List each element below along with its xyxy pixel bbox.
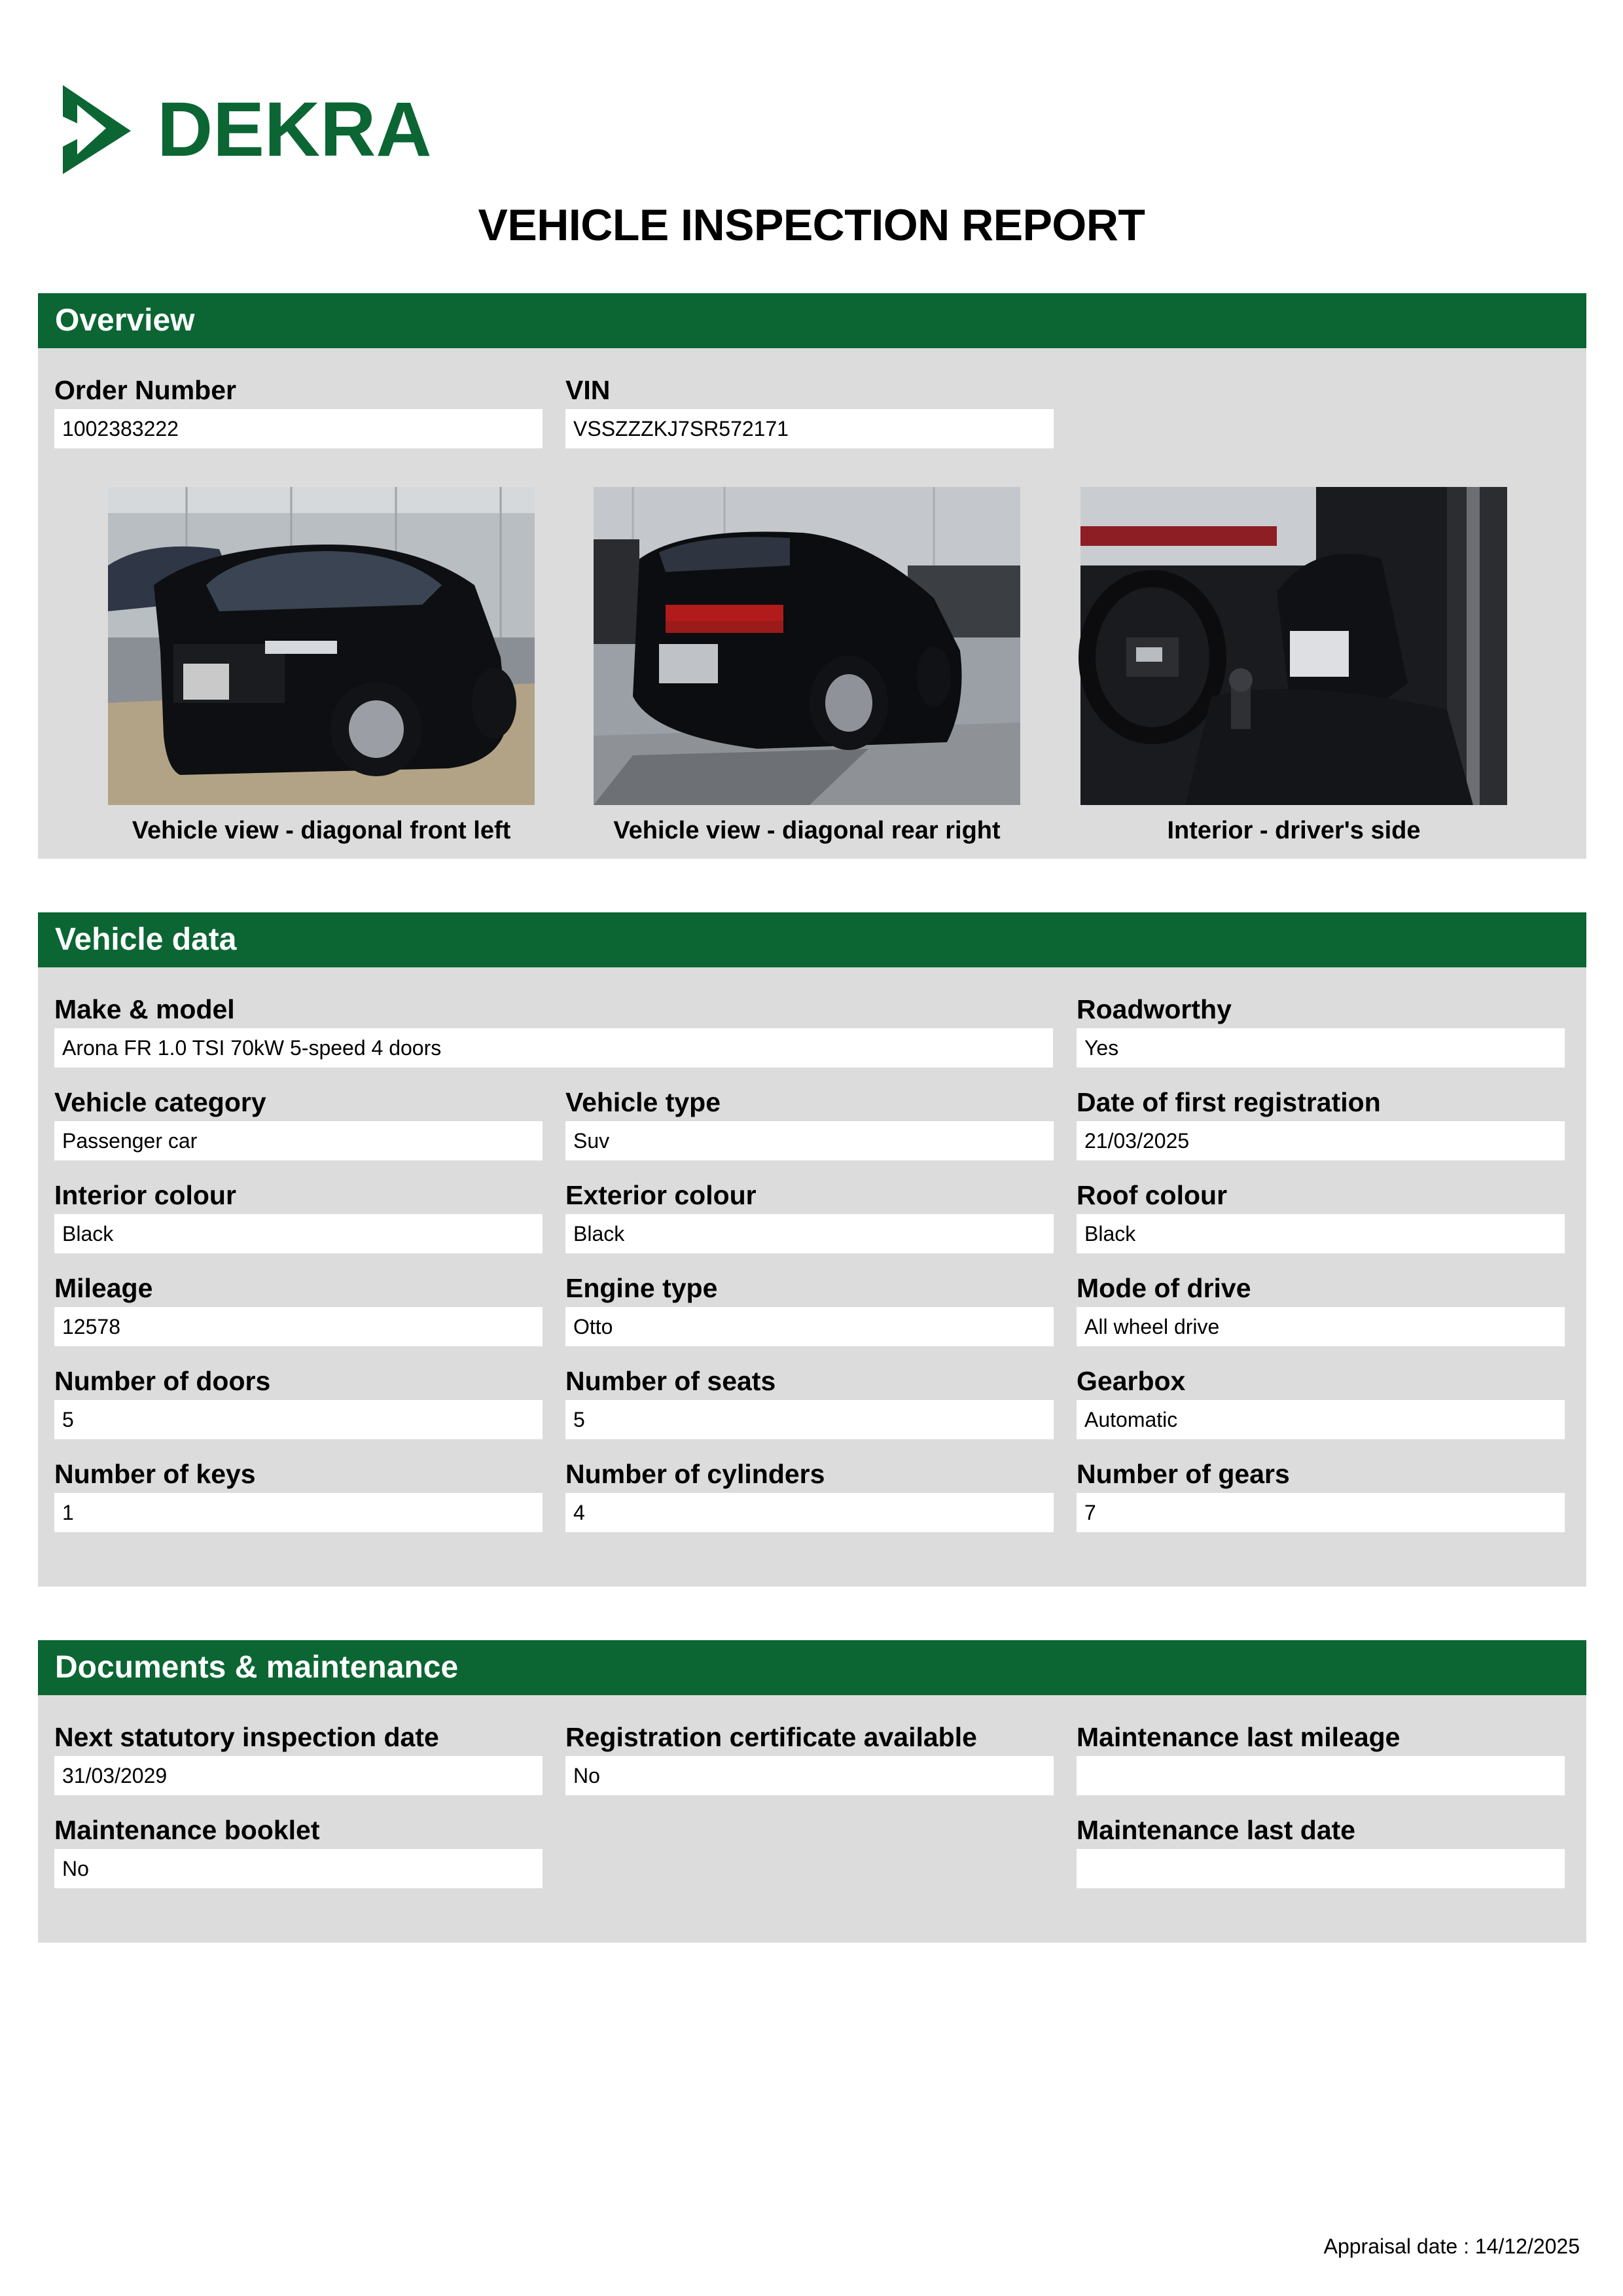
overview-heading: Overview — [38, 293, 1586, 348]
field-label: Date of first registration — [1077, 1087, 1381, 1117]
overview-section — [38, 293, 1586, 859]
roadworthy-field — [1077, 992, 1565, 1067]
field-value: Yes — [1077, 1028, 1565, 1067]
field-value: 1002383222 — [54, 409, 543, 448]
field-value: 21/03/2025 — [1077, 1121, 1565, 1160]
field-label: Number of gears — [1077, 1459, 1290, 1489]
doors-field — [54, 1363, 543, 1439]
documents-heading: Documents & maintenance — [38, 1640, 1586, 1695]
seats-field — [565, 1363, 1054, 1439]
report-title: VEHICLE INSPECTION REPORT — [478, 200, 1145, 250]
maintenance-last-date-field — [1077, 1812, 1565, 1888]
field-value: VSSZZZKJ7SR572171 — [565, 409, 1054, 448]
field-label: Roadworthy — [1077, 994, 1232, 1024]
field-value: Black — [565, 1214, 1054, 1253]
mileage-field — [54, 1270, 543, 1346]
field-label: Make & model — [54, 994, 235, 1024]
field-value: Automatic — [1077, 1400, 1565, 1439]
interior-photo — [1080, 487, 1507, 805]
registration-certificate-field — [565, 1719, 1054, 1795]
gearbox-field — [1077, 1363, 1565, 1439]
exterior-colour-field — [565, 1177, 1054, 1253]
appraisal-date: Appraisal date : 14/12/2025 — [1323, 2234, 1580, 2258]
engine-type-field — [565, 1270, 1054, 1346]
field-label: Registration certificate available — [565, 1722, 977, 1752]
photo-caption-rear: Vehicle view - diagonal rear right — [613, 817, 1001, 844]
field-label: Vehicle type — [565, 1087, 721, 1117]
field-value: 7 — [1077, 1493, 1565, 1532]
interior-colour-field — [54, 1177, 543, 1253]
field-label: Interior colour — [54, 1180, 236, 1210]
field-label: Vehicle category — [54, 1087, 266, 1117]
gears-field — [1077, 1456, 1565, 1532]
field-value — [1077, 1849, 1565, 1888]
field-value: Passenger car — [54, 1121, 543, 1160]
field-label: Order Number — [54, 375, 236, 405]
field-value — [1077, 1756, 1565, 1795]
field-value: 1 — [54, 1493, 543, 1532]
first-registration-field — [1077, 1085, 1565, 1160]
field-value: Black — [54, 1214, 543, 1253]
field-label: Maintenance booklet — [54, 1815, 320, 1845]
field-value: Black — [1077, 1214, 1565, 1253]
photo-caption-front: Vehicle view - diagonal front left — [132, 817, 511, 844]
documents-section — [38, 1640, 1586, 1943]
field-label: Maintenance last mileage — [1077, 1722, 1400, 1752]
dekra-logo — [60, 84, 432, 175]
maintenance-booklet-field — [54, 1812, 543, 1888]
field-label: Maintenance last date — [1077, 1815, 1356, 1845]
maintenance-last-mileage-field — [1077, 1719, 1565, 1795]
field-value: 5 — [565, 1400, 1054, 1439]
field-value: Arona FR 1.0 TSI 70kW 5-speed 4 doors — [54, 1028, 1053, 1067]
field-value: 12578 — [54, 1307, 543, 1346]
vehicle-data-section — [38, 912, 1586, 1587]
field-value: No — [565, 1756, 1054, 1795]
field-label: Number of keys — [54, 1459, 256, 1489]
field-label: Number of seats — [565, 1366, 776, 1396]
field-label: Roof colour — [1077, 1180, 1228, 1210]
field-label: Number of doors — [54, 1366, 271, 1396]
order-number-field — [54, 372, 543, 448]
field-value: 31/03/2029 — [54, 1756, 543, 1795]
field-value: 4 — [565, 1493, 1054, 1532]
field-value: Suv — [565, 1121, 1054, 1160]
vehicle-category-field — [54, 1085, 543, 1160]
field-label: VIN — [565, 375, 611, 405]
field-label: Gearbox — [1077, 1366, 1186, 1396]
next-inspection-field — [54, 1719, 543, 1795]
field-label: Mode of drive — [1077, 1273, 1251, 1303]
mode-of-drive-field — [1077, 1270, 1565, 1346]
field-label: Engine type — [565, 1273, 718, 1303]
make-model-field — [54, 992, 1053, 1067]
vehicle-type-field — [565, 1085, 1054, 1160]
keys-field — [54, 1456, 543, 1532]
field-label: Exterior colour — [565, 1180, 757, 1210]
vehicle-data-heading: Vehicle data — [38, 912, 1586, 967]
field-label: Mileage — [54, 1273, 153, 1303]
roof-colour-field — [1077, 1177, 1565, 1253]
field-value: No — [54, 1849, 543, 1888]
cylinders-field — [565, 1456, 1054, 1532]
field-label: Number of cylinders — [565, 1459, 825, 1489]
photo-caption-interior: Interior - driver's side — [1167, 817, 1421, 844]
car-rear-photo — [594, 487, 1020, 805]
vin-field — [565, 372, 1054, 448]
svg-text:DEKRA: DEKRA — [157, 86, 432, 173]
field-value: Otto — [565, 1307, 1054, 1346]
car-front-photo — [108, 487, 535, 805]
field-value: All wheel drive — [1077, 1307, 1565, 1346]
field-label: Next statutory inspection date — [54, 1722, 439, 1752]
field-value: 5 — [54, 1400, 543, 1439]
